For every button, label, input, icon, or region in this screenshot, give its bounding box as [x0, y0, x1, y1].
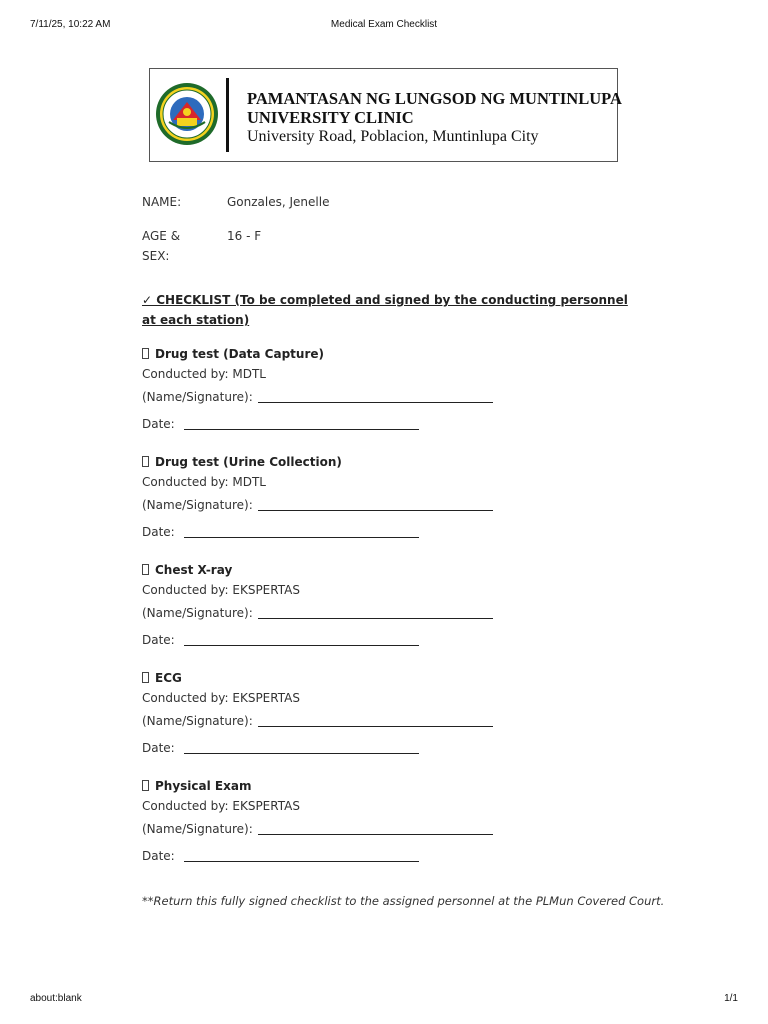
date-row	[142, 627, 642, 654]
agesex-label: AGE & SEX:	[142, 229, 181, 263]
name-value: Gonzales, Jenelle	[227, 195, 330, 209]
conducted-by: Conducted by: EKSPERTAS	[142, 799, 300, 813]
date-line	[184, 537, 419, 538]
station-title: Drug test (Urine Collection)	[155, 455, 342, 469]
signature-line	[258, 834, 493, 835]
date-label: Date:	[142, 525, 175, 539]
date-label: Date:	[142, 741, 175, 755]
signature-label: (Name/Signature):	[142, 390, 253, 404]
signature-line	[258, 618, 493, 619]
name-label: NAME:	[142, 195, 182, 209]
checklist-heading: ✓ CHECKLIST (To be completed and signed by the conducting personnel at each station)	[142, 293, 628, 327]
signature-label: (Name/Signature):	[142, 498, 253, 512]
name-row	[142, 192, 642, 226]
station-physical-exam	[142, 776, 642, 870]
date-label: Date:	[142, 849, 175, 863]
date-line	[184, 753, 419, 754]
station-ecg	[142, 668, 642, 762]
signature-row	[142, 816, 642, 843]
signature-row	[142, 708, 642, 735]
station-title: Chest X-ray	[155, 563, 233, 577]
institution-address: University Road, Poblacion, Muntinlupa City	[247, 128, 539, 145]
conducted-by: Conducted by: EKSPERTAS	[142, 691, 300, 705]
date-line	[184, 429, 419, 430]
date-line	[184, 861, 419, 862]
signature-label: (Name/Signature):	[142, 606, 253, 620]
checklist-document	[142, 192, 665, 908]
institution-name: PAMANTASAN NG LUNGSOD NG MUNTINLUPA	[247, 89, 622, 108]
checkbox-icon	[142, 456, 149, 467]
conducted-by: Conducted by: MDTL	[142, 367, 266, 381]
checkbox-icon	[142, 672, 149, 683]
signature-label: (Name/Signature):	[142, 822, 253, 836]
signature-row	[142, 600, 642, 627]
conducted-by: Conducted by: EKSPERTAS	[142, 583, 300, 597]
signature-line	[258, 510, 493, 511]
conducted-by: Conducted by: MDTL	[142, 475, 266, 489]
signature-label: (Name/Signature):	[142, 714, 253, 728]
date-row	[142, 735, 642, 762]
letterhead-text	[247, 89, 622, 147]
university-seal-icon	[155, 82, 219, 146]
signature-line	[258, 402, 493, 403]
agesex-value: 16 - F	[227, 229, 262, 243]
letterhead	[149, 68, 622, 162]
checkbox-icon	[142, 348, 149, 359]
date-row	[142, 519, 642, 546]
station-drug-test-data-capture	[142, 344, 642, 438]
checkbox-icon	[142, 564, 149, 575]
print-page-number: 1/1	[724, 993, 738, 1004]
print-datetime: 7/11/25, 10:22 AM	[30, 19, 111, 30]
return-instructions: **Return this fully signed checklist to the assigned personnel at the PLMun Covered Court.	[142, 894, 665, 908]
station-title: Physical Exam	[155, 779, 252, 793]
department-name: UNIVERSITY CLINIC	[247, 108, 414, 127]
station-title: Drug test (Data Capture)	[155, 347, 324, 361]
checkbox-icon	[142, 780, 149, 791]
date-label: Date:	[142, 417, 175, 431]
agesex-row	[142, 226, 642, 263]
date-row	[142, 843, 642, 870]
signature-line	[258, 726, 493, 727]
signature-row	[142, 384, 642, 411]
station-title: ECG	[155, 671, 182, 685]
date-row	[142, 411, 642, 438]
print-url: about:blank	[30, 993, 82, 1004]
station-chest-xray	[142, 560, 642, 654]
signature-row	[142, 492, 642, 519]
date-label: Date:	[142, 633, 175, 647]
station-drug-test-urine-collection	[142, 452, 642, 546]
print-title: Medical Exam Checklist	[330, 19, 438, 30]
date-line	[184, 645, 419, 646]
letterhead-divider	[226, 78, 229, 152]
